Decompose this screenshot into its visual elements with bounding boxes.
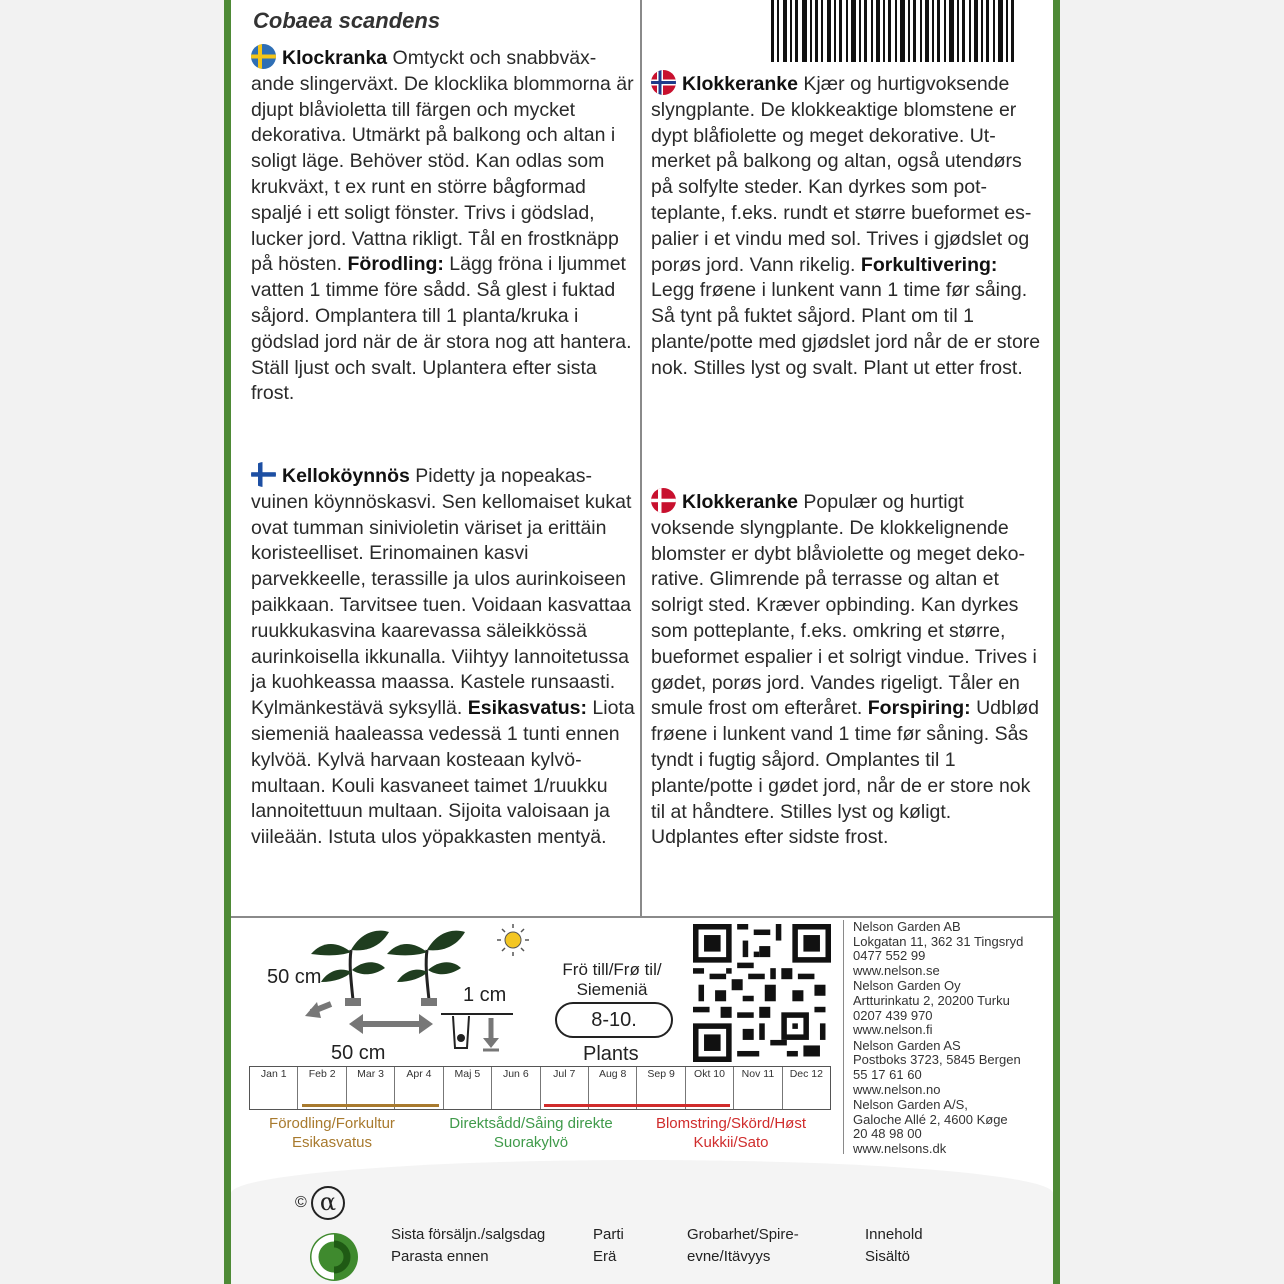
sell-by-line-2: Parasta ennen (391, 1248, 489, 1265)
danish-text-2: Udblød frøene i lunkent vand 1 time før såning. Sås tyndt i fugtig såjord. Omplantes til 1 plante/potte i gødet jord, når de er store nok til at håndtere. Stilles lyst og køligt. Udplantes efter sidste frost. (651, 697, 1039, 849)
plant-spacing-illustration (291, 920, 551, 1060)
height-label: 50 cm (267, 966, 322, 988)
depth-label: 1 cm (463, 984, 507, 1006)
calendar-month: Nov 11 (734, 1067, 782, 1109)
packet-footer (231, 1160, 1053, 1284)
barcode-graphic (771, 0, 1021, 62)
column-divider (640, 0, 642, 918)
germination-line-1: Grobarhet/Spire- (687, 1226, 799, 1243)
latin-name: Cobaea scandens (253, 8, 441, 33)
legend-bloom (641, 1114, 821, 1152)
danish-text-1: Populær og hurtigt voksende slyngplante. De klokkelignende blomster er dybt blåviolette og meget deko-rative. Glimrende på terrasse og altan et solrigt sted. Kræver opbinding. Kan dyrkes som potteplante, f.eks. omkring et større, bueformet espalier i et solrigt vindue. Trives i gødet, porøs jord. Vandes rigeligt. Tåler en smule frost om efteråret. (651, 491, 1037, 720)
norwegian-text-2: Legg frøene i lunkent vann 1 time før såing. Så tynt på fuktet såjord. Plant om til 1 plante/potte med gjødslet jord når de er store nok. Stilles lyst og svalt. Plant ut etter frost. (651, 279, 1041, 379)
calendar-month: Mar 3 (347, 1067, 395, 1109)
bloom-bar (544, 1104, 730, 1107)
distributor-phone: 0477 552 99 (853, 948, 926, 964)
calendar-month: Jun 6 (492, 1067, 540, 1109)
distributor-phone: 0207 439 970 (853, 1007, 933, 1023)
legend-direct-line-1: Direktsådd/Såing direkte (449, 1115, 613, 1132)
finnish-description (251, 462, 637, 851)
finland-flag-icon (251, 462, 276, 487)
danish-heading: Klokkeranke (682, 491, 798, 513)
lot-line-1: Parti (593, 1226, 624, 1243)
legend-bloom-line-2: Kukkii/Sato (693, 1134, 769, 1151)
norwegian-subheading: Forkultivering: (860, 253, 998, 276)
distributor-name: Nelson Garden A/S, (853, 1097, 968, 1113)
distributor-name: Nelson Garden Oy (853, 978, 961, 994)
distributor-divider (843, 920, 844, 1154)
seed-packet-back (224, 0, 1060, 1284)
norway-flag-icon (651, 70, 676, 95)
distributor-address: Artturinkatu 2, 20200 Turku (853, 992, 1010, 1008)
spacing-label: 50 cm (331, 1042, 386, 1064)
distributor-fi (853, 979, 1053, 1037)
finnish-text-1: Pidetty ja nopeakas-vuinen köynnöskasvi. Sen kellomaiset kukat ovat tumman sinivioletin väriset ja erittäin koristeelliset. Erinomainen kasvi parvekkeelle, terassille ja ulos aurinkoiseen paikkaan. Tarvitsee tuen. Voidaan kasvattaa ruukkukasvina kaarevassa säleikkössä aurinkoisella ikkunalla. Viihtyy lannoitetussa ja kuohkeassa maassa. Kastele runsaasti. Kylmänkestävä syksyllä. (251, 465, 632, 720)
distributor-web: www.nelson.fi (853, 1022, 933, 1038)
calendar-month: Maj 5 (444, 1067, 492, 1109)
distributor-se (853, 920, 1053, 978)
sun-icon (497, 924, 529, 956)
distributor-web: www.nelson.no (853, 1081, 941, 1097)
legend-bloom-line-1: Blomstring/Skörd/Høst (655, 1115, 807, 1132)
swedish-text-1: Omtyckt och snabbväx-ande slingerväxt. De klocklika blommorna är djupt blåvioletta till färgen och mycket dekorativa. Utmärkt på balkong och altan i soligt läge. Behöver stöd. Kan odlas som krukväxt, t ex runt en större bågformad spaljé i ett soligt fönster. Trivs i gödslad, lucker jord. Vattna rikligt. Tål en frostknäpp på hösten. (251, 47, 634, 276)
seed-count-title: Frö till/Frø til/ Siemeniä (562, 960, 662, 999)
calendar-month: Apr 4 (395, 1067, 443, 1109)
finnish-text-2: Liota siemeniä haaleassa vedessä 1 tunti ennen kylvöä. Kylvä harvaan kosteaan kylvö-multaan. Kouli kasvaneet taimet 1/ruukku lannoitettuun multaan. Sijoita valoisaan ja viileään. Istuta ulos yöpakkasten mentyä. (251, 697, 635, 849)
distributor-phone: 55 17 61 60 (853, 1066, 922, 1082)
contents-line-1: Innehold (865, 1226, 923, 1243)
danish-description (651, 488, 1043, 851)
section-divider (231, 916, 1053, 918)
distributor-address: Galoche Allé 2, 4600 Køge (853, 1111, 1008, 1127)
norwegian-heading: Klokkeranke (682, 73, 798, 95)
norwegian-text-1: Kjær og hurtigvoksende slyngplante. De klokkeaktige blomstene er dypt blåfiolette og meget dekorative. Ut-merket på balkong og altan, også utendørs på solfylte steder. Kan dyrkes som pot-teplante, f.eks. rundt et større bueformet es-palier i et vindu med sol. Trives i gjødslet og porøs jord. Vann rikelig. (651, 73, 1032, 276)
distributor-address: Postboks 3723, 5845 Bergen (853, 1052, 1021, 1068)
indoor-sowing-bar (302, 1104, 440, 1107)
calendar-month: Jan 1 (250, 1067, 298, 1109)
swedish-subheading: Förodling: (347, 253, 444, 276)
distributor-no (853, 1039, 1053, 1097)
distributor-name: Nelson Garden AB (853, 919, 961, 934)
finnish-heading: Kelloköynnös (282, 465, 410, 487)
contents-label (865, 1224, 923, 1268)
distributor-name: Nelson Garden AS (853, 1037, 961, 1053)
green-dot-recycling-icon (309, 1232, 359, 1282)
legend-indoor-line-2: Esikasvatus (291, 1134, 373, 1151)
barcode (771, 0, 1021, 62)
denmark-flag-icon (651, 488, 676, 513)
germination-label (687, 1224, 799, 1268)
calendar-month: Aug 8 (589, 1067, 637, 1109)
distributor-phone: 20 48 98 00 (853, 1126, 922, 1142)
plants-label: Plants (583, 1043, 639, 1065)
calendar-month: Dec 12 (789, 1068, 823, 1080)
contents-line-2: Sisältö (865, 1248, 911, 1265)
swedish-description (251, 44, 637, 407)
distributor-list (853, 920, 1053, 1158)
norwegian-description (651, 70, 1043, 382)
distributor-web: www.nelsons.dk (853, 1140, 947, 1156)
distributor-address: Lokgatan 11, 362 31 Tingsryd (853, 933, 1024, 949)
legend-direct-line-2: Suorakylvö (493, 1134, 569, 1151)
legend-indoor-line-1: Förodling/Forkultur (269, 1115, 395, 1132)
seed-count-badge: 8-10. (555, 1002, 673, 1038)
distributor-web: www.nelson.se (853, 962, 940, 978)
swedish-heading: Klockranka (282, 47, 388, 69)
finnish-subheading: Esikasvatus: (467, 697, 587, 720)
sell-by-line-1: Sista försäljn./salgsdag (391, 1226, 546, 1243)
qr-code (693, 924, 831, 1062)
swedish-text-2: Lägg fröna i ljummet vatten 1 timme före sådd. Så glest i fuktad såjord. Omplantera till 1 planta/kruka i gödslad jord när de är stora nog att hantera. Ställ ljust och svalt. Uplantera efter sista frost. (251, 253, 632, 405)
legend-indoor (257, 1114, 407, 1152)
lot-label (593, 1224, 624, 1268)
distributor-dk (853, 1098, 1053, 1156)
alpha-logo: α (311, 1186, 345, 1220)
copyright-symbol: © (295, 1194, 307, 1211)
sweden-flag-icon (251, 44, 276, 69)
calendar-month: Jul 7 (541, 1067, 589, 1109)
danish-subheading: Forspiring: (867, 697, 971, 720)
calendar-month: Okt 10 (686, 1067, 734, 1109)
calendar-month: Sep 9 (637, 1067, 685, 1109)
legend-direct (431, 1114, 631, 1152)
lot-line-2: Erä (593, 1248, 617, 1265)
calendar-month: Feb 2 (298, 1067, 346, 1109)
germination-line-2: evne/Itävyys (687, 1248, 771, 1265)
sell-by-label (391, 1224, 545, 1268)
